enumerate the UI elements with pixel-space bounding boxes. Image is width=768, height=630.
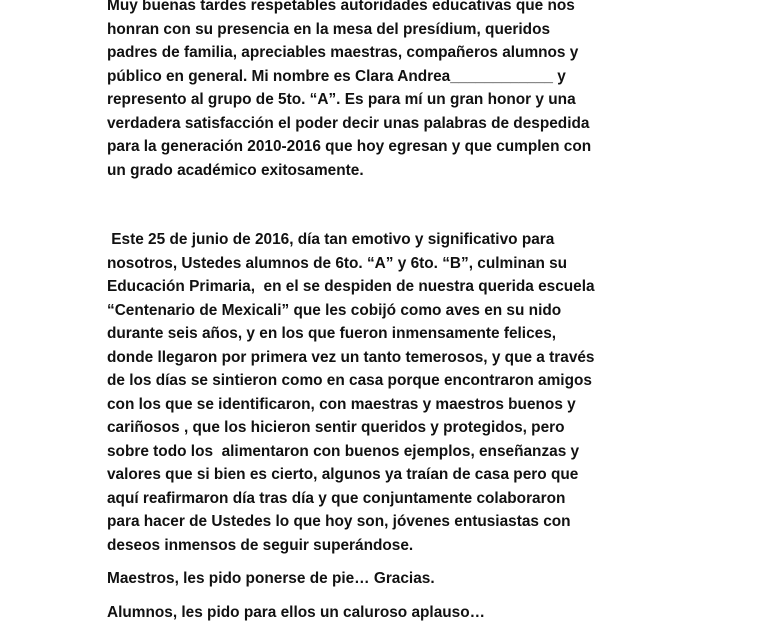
text-line: Educación Primaria, en el se despiden de nuestra querida escuela: [107, 278, 595, 295]
text-line: Este 25 de junio de 2016, día tan emotivo y significativo para: [107, 231, 555, 248]
text-line: Alumnos, les pido para ellos un caluroso aplauso…: [107, 603, 486, 621]
document-page: [107, 0, 667, 624]
text-line: deseos inmensos de seguir superándose.: [107, 536, 414, 554]
text-line: público en general. Mi nombre es Clara Andrea____________ y: [107, 67, 566, 85]
text-line: honran con su presencia en la mesa del presídium, queridos: [107, 20, 551, 38]
text-line: con los que se identificaron, con maestras y maestros buenos y: [107, 395, 576, 413]
text-line: represento al grupo de 5to. “A”. Es para mí un gran honor y una: [107, 91, 576, 108]
speech-paragraph-farewell: [107, 228, 667, 557]
text-line: para hacer de Ustedes lo que hoy son, jóvenes entusiastas con: [107, 513, 571, 530]
text-line: cariñosos , que los hicieron sentir queridos y protegidos, pero: [107, 419, 565, 436]
text-line: donde llegaron por primera vez un tanto temerosos, y que a través: [107, 348, 595, 366]
text-line: sobre todo los alimentaron con buenos ejemplos, enseñanzas y: [107, 442, 580, 460]
speech-paragraph-teachers: [107, 567, 667, 591]
speech-paragraph-students: [107, 601, 667, 625]
text-line: aquí reafirmaron día tras día y que conjuntamente colaboraron: [107, 489, 566, 507]
text-line: nosotros, Ustedes alumnos de 6to. “A” y 6to. “B”, culminan su: [107, 254, 568, 272]
text-line: padres de familia, apreciables maestras, compañeros alumnos y: [107, 44, 579, 61]
text-line: verdadera satisfacción el poder decir unas palabras de despedida: [107, 114, 590, 132]
text-line: valores que si bien es cierto, algunos ya traían de casa pero que: [107, 466, 579, 483]
text-line: para la generación 2010-2016 que hoy egresan y que cumplen con: [107, 138, 592, 155]
text-line: Maestros, les pido ponerse de pie… Gracias.: [107, 570, 435, 587]
text-line: Muy buenas tardes respetables autoridades educativas que nos: [107, 0, 575, 14]
text-line: “Centenario de Mexicali” que les cobijó como aves en su nido: [107, 301, 562, 319]
text-line: un grado académico exitosamente.: [107, 161, 364, 179]
text-line: durante seis años, y en los que fueron inmensamente felices,: [107, 325, 557, 342]
text-line: de los días se sintieron como en casa porque encontraron amigos: [107, 372, 592, 389]
speech-paragraph-greeting: [107, 0, 667, 182]
